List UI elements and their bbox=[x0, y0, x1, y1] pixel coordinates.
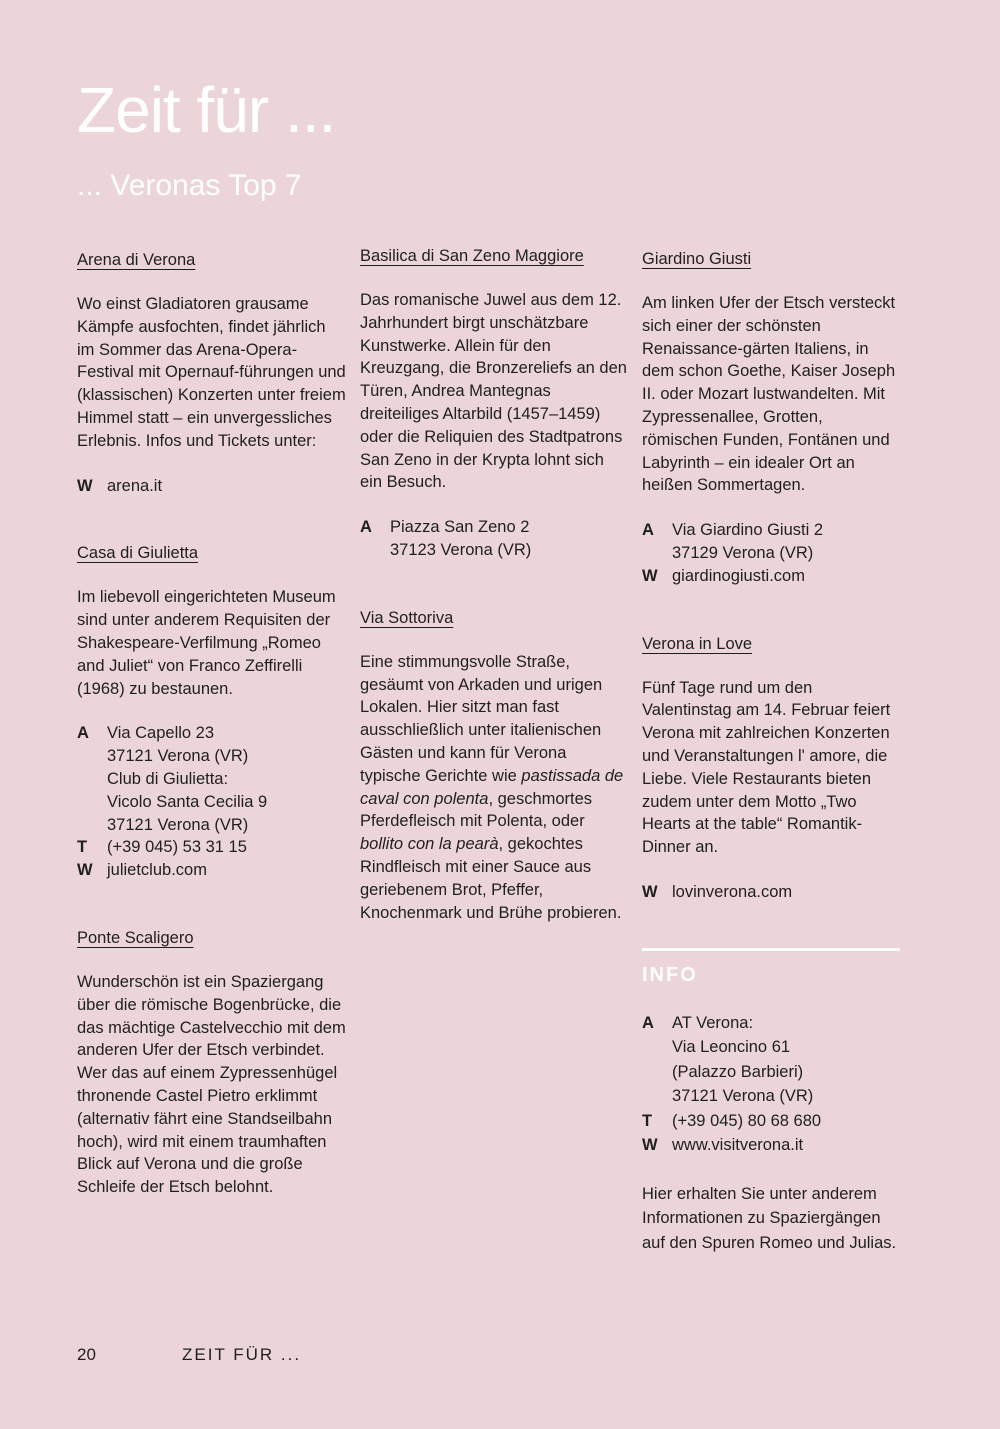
page-number: 20 bbox=[77, 1345, 96, 1364]
address-line: Piazza San Zeno 2 bbox=[390, 518, 530, 537]
contact-label: W bbox=[77, 476, 93, 495]
contact-label: A bbox=[642, 521, 654, 540]
web-link[interactable]: www.visitverona.it bbox=[672, 1136, 804, 1155]
address bbox=[672, 1011, 900, 1109]
web-link[interactable]: arena.it bbox=[107, 476, 163, 495]
phone-number[interactable]: (+39 045) 80 68 680 bbox=[672, 1111, 822, 1130]
web-link[interactable]: lovinverona.com bbox=[672, 882, 793, 901]
contact-label: W bbox=[642, 882, 658, 901]
section-body: Am linken Ufer der Etsch versteckt sich einer der schönsten Renaissance-gärten Italiens, in dem schon Goethe, Kaiser Joseph II. oder Mozart lustwandelten. Mit Zypressenallee, Grotten, römischen Funden, Fontänen und Labyrinth – ein idealer Ort an heißen Sommertagen. bbox=[642, 294, 896, 495]
address-line: (Palazzo Barbieri) bbox=[672, 1062, 804, 1081]
info-box bbox=[642, 948, 900, 1256]
address-line: Via Leoncino 61 bbox=[672, 1038, 791, 1057]
contact-web bbox=[77, 475, 347, 498]
address-line: 37121 Verona (VR) bbox=[107, 747, 249, 766]
section-heading: Verona in Love bbox=[642, 634, 753, 653]
address-line: 37121 Verona (VR) bbox=[672, 1087, 814, 1106]
contact-block bbox=[642, 519, 900, 587]
address-line: 37123 Verona (VR) bbox=[390, 540, 532, 559]
contact-label: W bbox=[77, 861, 93, 880]
page-title: Zeit für ... bbox=[77, 74, 336, 146]
contact-label: A bbox=[77, 724, 89, 743]
web-link[interactable]: giardinogiusti.com bbox=[672, 566, 805, 585]
column-1 bbox=[77, 248, 347, 1243]
section-body: Fünf Tage rund um den Valentinstag am 14. Februar feiert Verona mit zahlreichen Konzerten und Veranstaltungen l' amore, die Liebe. Viele Restaurants bieten zudem unter dem Motto „Two Hearts at the table“ Romantik-Dinner an. bbox=[642, 678, 891, 857]
section-body bbox=[360, 651, 630, 925]
contact-web bbox=[77, 859, 347, 882]
section-body: Im liebevoll eingerichteten Museum sind unter anderem Requisiten der Shakespeare-Verfilmung „Romeo and Juliet“ von Franco Zeffirelli (1968) zu bestaunen. bbox=[77, 588, 336, 698]
contact-address bbox=[642, 1011, 900, 1109]
address bbox=[107, 722, 347, 836]
section-giusti bbox=[642, 247, 900, 588]
contact-block bbox=[642, 881, 900, 904]
section-heading: Basilica di San Zeno Maggiore bbox=[360, 247, 584, 265]
section-heading: Ponte Scaligero bbox=[77, 928, 194, 947]
address-line: Vicolo Santa Cecilia 9 bbox=[107, 792, 268, 811]
contact-web bbox=[642, 1133, 900, 1158]
section-body: Das romanische Juwel aus dem 12. Jahrhundert birgt unschätzbare Kunstwerke. Allein für den Kreuzgang, die Bronzereliefs an den Türen, Andrea Mantegnas dreiteiliges Altarbild (1457–1459) oder die Reliquien des Stadtpatrons San Zeno in der Krypta lohnt sich ein Besuch. bbox=[360, 291, 627, 492]
running-title: ZEIT FÜR ... bbox=[182, 1345, 302, 1364]
info-title: INFO bbox=[642, 963, 698, 986]
section-giulietta bbox=[77, 541, 347, 882]
contact-label: T bbox=[642, 1111, 653, 1130]
address-line: 37129 Verona (VR) bbox=[672, 543, 814, 562]
contact-block bbox=[77, 722, 347, 882]
section-sottoriva bbox=[360, 606, 630, 925]
contact-phone bbox=[642, 1109, 900, 1134]
section-ponte bbox=[77, 926, 347, 1199]
address-line: AT Verona: bbox=[672, 1013, 754, 1032]
body-text: , gekochtes Rindfleisch mit einer Sauce aus geriebenem Brot, Pfeffer, Knochenmark und Brühe probieren. bbox=[360, 835, 622, 922]
contact-phone bbox=[77, 836, 347, 859]
dish-name: bollito con la pearà bbox=[360, 835, 499, 854]
contact-label: W bbox=[642, 566, 658, 585]
body-text: , geschmortes Pferdefleisch mit Polenta, oder bbox=[360, 789, 593, 831]
column-2 bbox=[360, 244, 630, 968]
contact-label: A bbox=[360, 518, 372, 537]
contact-web bbox=[642, 565, 900, 588]
info-divider bbox=[642, 948, 900, 951]
section-love bbox=[642, 632, 900, 904]
phone-number[interactable]: (+39 045) 53 31 15 bbox=[107, 838, 247, 857]
contact-block bbox=[360, 516, 630, 562]
address bbox=[390, 516, 630, 562]
section-heading: Arena di Verona bbox=[77, 251, 196, 269]
section-body: Wunderschön ist ein Spaziergang über die römische Bogenbrücke, die das mächtige Castelvecchio mit dem anderen Ufer der Etsch verbindet. Wer das auf einem Zypressenhügel thronende Castel Pietro erklimmt (alternativ fährt eine Standseilbahn hoch), wird mit einem traumhaften Blick auf Verona und die große Schleife der Etsch belohnt. bbox=[77, 972, 346, 1197]
contact-label: W bbox=[642, 1136, 658, 1155]
contact-address bbox=[360, 516, 630, 562]
column-3 bbox=[642, 247, 900, 1255]
address bbox=[672, 519, 900, 565]
address-line: Via Giardino Giusti 2 bbox=[672, 521, 824, 540]
section-heading: Giardino Giusti bbox=[642, 250, 752, 268]
web-link[interactable]: julietclub.com bbox=[107, 861, 207, 880]
contact-address bbox=[77, 722, 347, 836]
section-body: Wo einst Gladiatoren grausame Kämpfe ausfochten, findet jährlich im Sommer das Arena-Opera-Festival mit Opernauf-führungen und (klassischen) Konzerten unter freiem Himmel statt – ein unvergessliches Erlebnis. Infos und Tickets unter: bbox=[77, 295, 346, 450]
contact-address bbox=[642, 519, 900, 565]
contact-label: A bbox=[642, 1013, 654, 1032]
dish-name: pastissada de caval con polenta bbox=[360, 766, 624, 808]
contact-web bbox=[642, 881, 900, 904]
section-heading: Casa di Giulietta bbox=[77, 544, 199, 563]
section-heading: Via Sottoriva bbox=[360, 608, 454, 627]
address-line: Club di Giulietta: bbox=[107, 769, 229, 788]
section-zeno bbox=[360, 244, 630, 562]
contact-block bbox=[77, 475, 347, 498]
page-subtitle: ... Veronas Top 7 bbox=[77, 169, 302, 202]
contact-label: T bbox=[77, 838, 88, 857]
info-body: Hier erhalten Sie unter anderem Informationen zu Spaziergängen auf den Spuren Romeo und Julias. bbox=[642, 1184, 897, 1252]
address-line: 37121 Verona (VR) bbox=[107, 815, 249, 834]
section-arena bbox=[77, 248, 347, 497]
address-line: Via Capello 23 bbox=[107, 724, 215, 743]
body-text: Eine stimmungsvolle Straße, gesäumt von Arkaden und urigen Lokalen. Hier sitzt man fast ausschließlich unter italienischen Gästen und kann für Verona typische Gerichte wie bbox=[360, 652, 603, 785]
